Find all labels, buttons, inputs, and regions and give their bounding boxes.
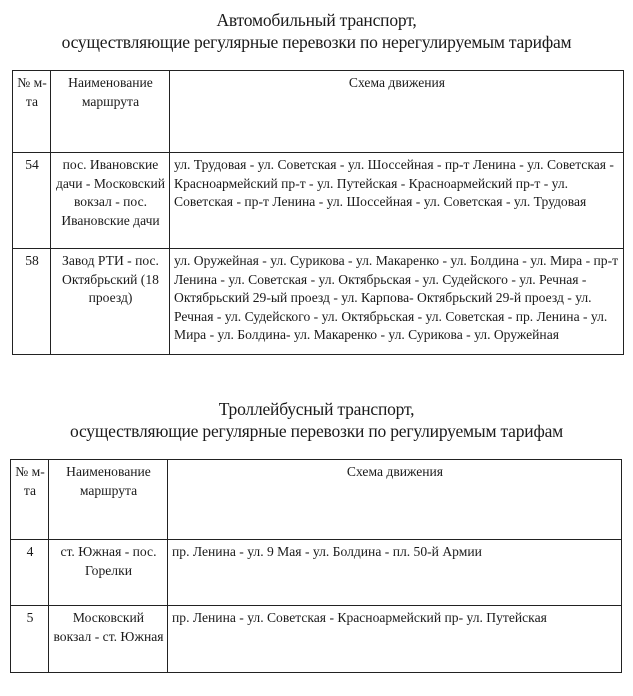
- header-number: № м-та: [13, 71, 51, 153]
- route-name: пос. Ивановские дачи - Московский вокзал - пос. Ивановские дачи: [51, 153, 170, 249]
- header-name: Наименование маршрута: [49, 460, 168, 540]
- section-title-line2: осуществляющие регулярные перевозки по регулируемым тарифам: [69, 421, 564, 441]
- route-number: 5: [11, 606, 49, 673]
- table-header-row: [11, 460, 622, 540]
- header-name: Наименование маршрута: [51, 71, 170, 153]
- route-scheme: пр. Ленина - ул. 9 Мая - ул. Болдина - пл. 50-й Армии: [168, 540, 622, 606]
- table-row: [13, 153, 624, 249]
- trolleybus-routes-table: [10, 459, 622, 673]
- table-row: [11, 606, 622, 673]
- table-row: [11, 540, 622, 606]
- section-title-bus: [0, 9, 633, 53]
- route-name: Московский вокзал - ст. Южная: [49, 606, 168, 673]
- section-title-line1: Троллейбусный транспорт,: [218, 399, 415, 419]
- route-name: ст. Южная - пос. Горелки: [49, 540, 168, 606]
- section-title-trolleybus: [0, 398, 633, 442]
- section-title-line1: Автомобильный транспорт,: [216, 10, 417, 30]
- route-number: 54: [13, 153, 51, 249]
- route-number: 58: [13, 249, 51, 355]
- header-scheme: Схема движения: [168, 460, 622, 540]
- route-scheme: пр. Ленина - ул. Советская - Красноармейский пр- ул. Путейская: [168, 606, 622, 673]
- section-title-line2: осуществляющие регулярные перевозки по нерегулируемым тарифам: [61, 32, 572, 52]
- route-scheme: ул. Трудовая - ул. Советская - ул. Шоссейная - пр-т Ленина - ул. Советская - Красноармейский пр-т - ул. Путейская - Красноармейский пр-т - ул. Советская - пр-т Ленина - ул. Шоссейная - ул. Советская - ул. Трудовая: [170, 153, 624, 249]
- header-number: № м-та: [11, 460, 49, 540]
- table-header-row: [13, 71, 624, 153]
- route-name: Завод РТИ - пос. Октябрьский (18 проезд): [51, 249, 170, 355]
- route-number: 4: [11, 540, 49, 606]
- header-scheme: Схема движения: [170, 71, 624, 153]
- bus-routes-table: [12, 70, 624, 355]
- route-scheme: ул. Оружейная - ул. Сурикова - ул. Макаренко - ул. Болдина - ул. Мира - пр-т Ленина - ул. Советская - ул. Октябрьская - ул. Судейского - ул. Речная - Октябрьский 29-ый проезд - ул. Карпова- Октябрьский 29-й проезд - ул. Речная - ул. Судейского - ул. Октябрьская - ул. Советская - пр. Ленина - ул. Мира - ул. Болдина- ул. Макаренко - ул. Сурикова - ул. Оружейная: [170, 249, 624, 355]
- table-row: [13, 249, 624, 355]
